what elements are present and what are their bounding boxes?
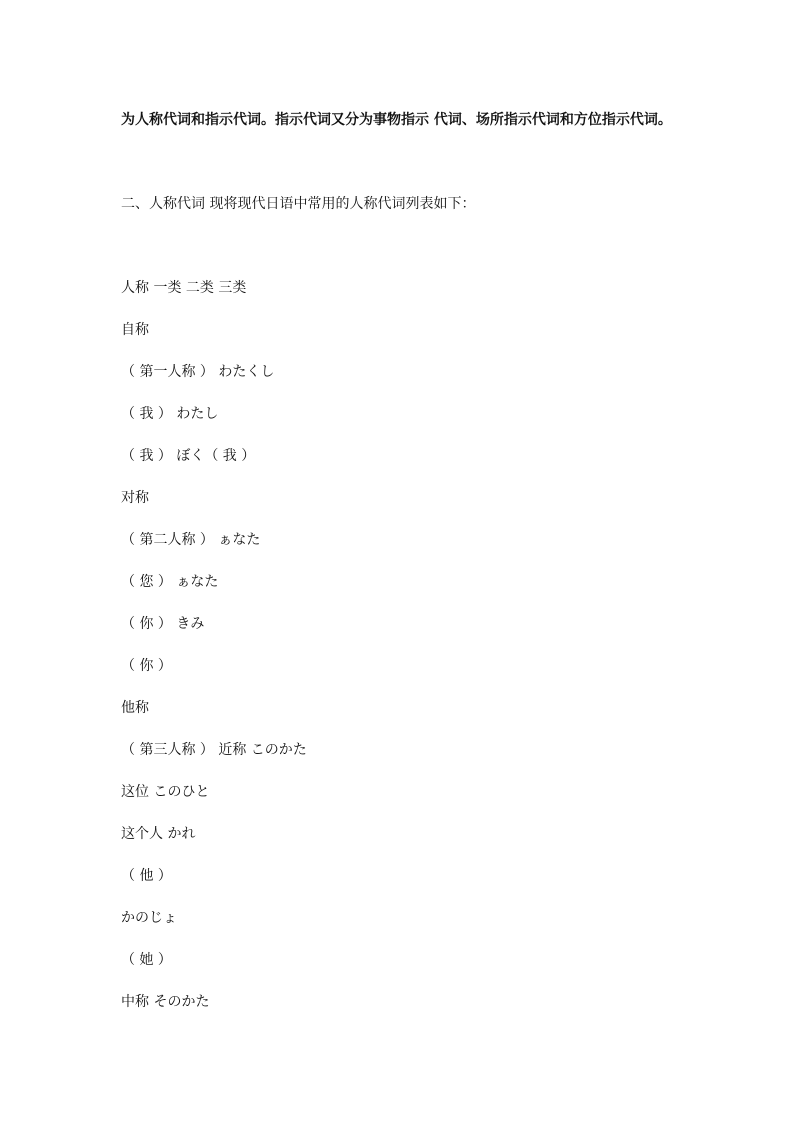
list-item: 对称 [121,490,149,506]
list-item: 自称 [121,322,149,338]
list-item: （ 您 ） ぁなた [121,574,219,590]
list-item: （ 我 ） わたし [121,406,219,422]
list-item: 这位 このひと [121,784,210,800]
list-item: 他称 [121,700,149,716]
list-item: （ 她 ） [121,952,172,968]
table-header-line: 人称 一类 二类 三类 [121,280,247,296]
section-heading: 二、人称代词 现将现代日语中常用的人称代词列表如下： [121,196,476,212]
intro-paragraph: 为人称代词和指示代词。指示代词又分为事物指示 代词、场所指示代词和方位指示代词。 [121,112,672,128]
list-item: （ 第二人称 ） ぁなた [121,532,261,548]
list-item: 中称 そのかた [121,994,210,1010]
list-item: （ 他 ） [121,868,172,884]
list-item: （ 我 ） ぼく（ 我 ） [121,448,256,464]
list-item: かのじょ [121,910,177,926]
list-item: （ 第一人称 ） わたくし [121,364,275,380]
list-item: （ 你 ） [121,658,172,674]
list-item: （ 第三人称 ） 近称 このかた [121,742,307,758]
list-item: 这个人 かれ [121,826,196,842]
list-item: （ 你 ） きみ [121,616,205,632]
